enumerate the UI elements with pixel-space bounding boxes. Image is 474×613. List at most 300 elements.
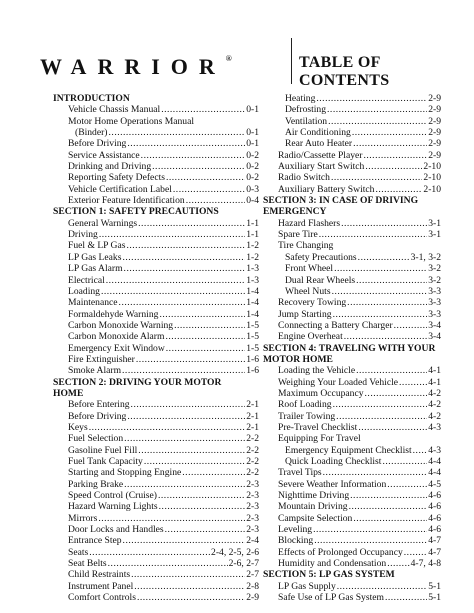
- dot-leader: [126, 240, 245, 251]
- toc-entry-title: Dual Rear Wheels: [285, 274, 356, 286]
- toc-entry-page: 3-1, 3-2: [410, 251, 441, 263]
- toc-entry-title: Child Restraints: [68, 569, 131, 581]
- toc-entry-title: Reporting Safety Defects: [68, 172, 165, 184]
- dot-leader: [349, 501, 428, 512]
- toc-entry-title: Instrument Panel: [68, 580, 134, 592]
- dot-leader: [138, 218, 245, 229]
- toc-entry-page: 4-6: [428, 512, 441, 524]
- dot-leader: [331, 172, 422, 183]
- toc-entry-title: Defrosting: [285, 104, 327, 116]
- dot-leader: [141, 150, 246, 161]
- toc-entry-title: LP Gas Supply: [278, 580, 336, 592]
- page-header: [0, 38, 474, 89]
- toc-entry-page: 1-3: [246, 274, 259, 286]
- toc-entry-title: Weighing Your Loaded Vehicle: [278, 376, 399, 388]
- toc-entry-page: 4-7: [428, 535, 441, 547]
- dot-leader: [127, 138, 245, 149]
- logo-text: WARRIOR: [40, 54, 226, 79]
- toc-entry-page: 4-3: [428, 444, 441, 456]
- toc-entry-title: Radio Switch: [278, 172, 330, 184]
- toc-entry-title: Front Wheel: [285, 263, 334, 275]
- section-heading: SECTION 1: SAFETY PRECAUTIONS: [53, 206, 219, 218]
- dot-leader: [159, 501, 246, 512]
- toc-entry-page: 1-5: [246, 331, 259, 343]
- dot-leader: [387, 479, 427, 490]
- toc-entry-page: 5-1: [428, 592, 441, 604]
- dot-leader: [394, 320, 428, 331]
- dot-leader: [158, 490, 245, 501]
- toc-entry: [263, 104, 441, 115]
- toc-entry-page: 1-1: [246, 217, 259, 229]
- toc-entry: [53, 172, 259, 183]
- toc-entry: [263, 229, 441, 240]
- toc-entry-page: 2-1: [246, 399, 259, 411]
- dot-leader: [319, 229, 427, 240]
- toc-entry: [263, 535, 441, 546]
- toc-entry-title: Safe Use of LP Gas System: [278, 592, 384, 604]
- dot-leader: [124, 263, 246, 274]
- dot-leader: [166, 172, 245, 183]
- dot-leader: [363, 150, 427, 161]
- toc-entry-page: 4-1: [428, 365, 441, 377]
- toc-entry: [263, 172, 441, 183]
- toc-entry: [53, 399, 259, 410]
- toc-entry-page: 1-4: [246, 308, 259, 320]
- toc-entry: [53, 252, 259, 263]
- toc-entry: [263, 467, 441, 478]
- toc-entry-title: Seat Belts: [68, 558, 107, 570]
- dot-leader: [353, 513, 427, 524]
- toc-entry-title: Rear Auto Heater: [285, 138, 353, 150]
- toc-entry-title: Seats: [68, 546, 89, 558]
- toc-entry-title: Quick Loading Checklist: [285, 456, 382, 467]
- toc-entry-title: Nighttime Driving: [278, 490, 350, 502]
- toc-entry-title: Mirrors: [68, 512, 98, 524]
- toc-entry: [53, 524, 259, 535]
- toc-entry: [263, 116, 441, 127]
- toc-entry: [263, 320, 441, 331]
- toc-entry-page: 1-3: [246, 263, 259, 275]
- toc-entry: [263, 524, 441, 535]
- toc-entry-title: Starting and Stopping Engine: [68, 467, 182, 479]
- dot-leader: [159, 309, 245, 320]
- dot-leader: [165, 331, 245, 342]
- toc-entry-page: 2-1: [246, 410, 259, 422]
- toc-entry: [263, 377, 441, 388]
- toc-entry-page: 1-6: [246, 365, 259, 377]
- toc-entry-page: 2-4: [246, 535, 259, 547]
- toc-entry-title: (Binder): [75, 127, 108, 139]
- dot-leader: [352, 127, 427, 138]
- toc-entry-page: 2-10: [423, 172, 441, 184]
- header-divider: [291, 38, 292, 84]
- toc-entry-page: 2-3: [246, 478, 259, 490]
- toc-entry-page: 4-4: [428, 467, 441, 479]
- dot-leader: [108, 558, 228, 569]
- toc-entry-page: 2-3: [246, 490, 259, 502]
- toc-entry: [263, 456, 441, 467]
- toc-entry: [263, 592, 441, 603]
- toc-entry-title: Smoke Alarm: [68, 365, 122, 377]
- toc-entry-page: 2-9: [428, 149, 441, 161]
- toc-entry: [263, 150, 441, 161]
- dot-leader: [131, 399, 246, 410]
- toc-entry: [263, 309, 441, 320]
- toc-entry-title: Before Driving: [68, 410, 127, 422]
- toc-entry: [263, 399, 441, 410]
- toc-entry-page: 1-4: [246, 297, 259, 309]
- toc-entry-title: Driving: [68, 229, 98, 241]
- toc-entry-page: 2-2: [246, 444, 259, 456]
- toc-entry-page: 1-4: [246, 285, 259, 297]
- toc-entry-title: Vehicle Chassis Manual: [68, 104, 161, 116]
- toc-entry: [53, 365, 259, 376]
- dot-leader: [131, 569, 245, 580]
- toc-entry-page: 2-3: [246, 512, 259, 524]
- toc-entry-title: Safety Precautions: [285, 251, 357, 263]
- toc-entry: [263, 581, 441, 592]
- toc-subheading: Equipping For Travel: [278, 433, 361, 445]
- toc-entry: [263, 275, 441, 286]
- toc-entry: [53, 558, 259, 569]
- warrior-logo: [40, 54, 232, 80]
- toc-entry: [263, 252, 441, 263]
- toc-entry-title: General Warnings: [68, 217, 138, 229]
- dot-leader: [182, 467, 245, 478]
- toc-entry: [263, 558, 441, 569]
- toc-entry-page: 0-3: [246, 183, 259, 195]
- toc-entry-page: 3-2: [428, 263, 441, 275]
- dot-leader: [137, 592, 245, 603]
- dot-leader: [152, 161, 245, 172]
- toc-entry-page: 4-2: [428, 387, 441, 399]
- toc-entry: [53, 331, 259, 342]
- dot-leader: [124, 479, 245, 490]
- toc-entry-title: Jump Starting: [278, 308, 332, 320]
- toc-entry-page: 1-5: [246, 342, 259, 354]
- dot-leader: [358, 422, 427, 433]
- toc-entry: [263, 479, 441, 490]
- toc-entry-page: 4-2: [428, 410, 441, 422]
- toc-entry-title: Auxiliary Battery Switch: [278, 183, 375, 195]
- toc-entry: [53, 547, 259, 558]
- toc-entry-title: Blocking: [278, 535, 314, 547]
- toc-entry-page: 2-1: [246, 421, 259, 433]
- toc-entry: [53, 411, 259, 422]
- toc-entry-title: Wheel Nuts: [285, 285, 331, 297]
- dot-leader: [98, 513, 245, 524]
- toc-entry-page: 2-8: [246, 580, 259, 592]
- toc-entry-page: 0-2: [246, 161, 259, 173]
- page-title: TABLE OF CONTENTS: [299, 54, 390, 89]
- toc-subheading: Tire Changing: [278, 240, 334, 252]
- toc-entry-title: Maximum Occupancy: [278, 387, 364, 399]
- toc-entry-title: Speed Control (Cruise): [68, 490, 157, 502]
- dot-leader: [336, 411, 427, 422]
- toc-entry: [263, 547, 441, 558]
- toc-entry-title: Severe Weather Information: [278, 478, 387, 490]
- toc-entry-title: Before Entering: [68, 399, 130, 411]
- toc-entry-title: Emergency Exit Window: [68, 342, 165, 354]
- toc-entry: [263, 331, 441, 342]
- toc-entry: [53, 433, 259, 444]
- dot-leader: [186, 195, 246, 206]
- toc-entry-page: 4-6: [428, 501, 441, 513]
- toc-entry-page: 2-9: [428, 127, 441, 139]
- toc-entry: [53, 581, 259, 592]
- toc-entry-title: Travel Tips: [278, 467, 322, 479]
- toc-entry: [53, 218, 259, 229]
- toc-entry-title: Emergency Equipment Checklist: [285, 444, 412, 456]
- toc-entry-page: 1-2: [246, 240, 259, 252]
- toc-entry: [263, 445, 441, 456]
- toc-entry-title: Pre-Travel Checklist: [278, 421, 358, 433]
- toc-entry-title: Roof Loading: [278, 399, 332, 411]
- toc-entry-page: 3-4: [428, 319, 441, 331]
- toc-entry-title: LP Gas Alarm: [68, 263, 123, 275]
- toc-entry-page: 4-2: [428, 399, 441, 411]
- toc-entry-page: 2-2: [246, 433, 259, 445]
- toc-entry-title: Fuel & LP Gas: [68, 240, 126, 252]
- toc-entry: [53, 195, 259, 206]
- dot-leader: [122, 365, 245, 376]
- toc-entry: [53, 422, 259, 433]
- toc-entry-title: Hazard Warning Lights: [68, 501, 158, 513]
- toc-entry-page: 2-2: [246, 456, 259, 467]
- dot-leader: [337, 581, 427, 592]
- dot-leader: [375, 184, 422, 195]
- toc-entry-title: Vehicle Certification Label: [68, 183, 172, 195]
- toc-entry-title: Drinking and Driving: [68, 161, 152, 173]
- toc-entry: [53, 309, 259, 320]
- toc-entry: [53, 490, 259, 501]
- toc-subheading: Motor Home Operations Manual: [68, 115, 195, 127]
- dot-leader: [316, 93, 427, 104]
- toc-entry-title: Fuel Tank Capacity: [68, 456, 143, 467]
- toc-entry-title: Connecting a Battery Charger: [278, 319, 393, 331]
- toc-right-column: [263, 93, 441, 603]
- toc-entry-page: 2-6, 2-7: [228, 558, 259, 570]
- toc-entry: [263, 184, 441, 195]
- toc-entry: [53, 456, 259, 467]
- toc-entry-title: Humidity and Condensation: [278, 558, 387, 570]
- toc-entry: [53, 127, 259, 138]
- toc-entry: [53, 161, 259, 172]
- toc-entry-page: 3-3: [428, 285, 441, 297]
- toc-entry-page: 2-4, 2-5, 2-6: [211, 546, 259, 558]
- toc-entry-title: Fire Extinguisher: [68, 353, 135, 365]
- toc-entry-title: Heating: [285, 93, 316, 104]
- dot-leader: [161, 104, 245, 115]
- toc-entry: [263, 411, 441, 422]
- toc-entry: [263, 513, 441, 524]
- toc-entry: [53, 445, 259, 456]
- toc-entry-page: 4-1: [428, 376, 441, 388]
- toc-entry-page: 4-7: [428, 546, 441, 558]
- toc-entry-page: 3-3: [428, 297, 441, 309]
- dot-leader: [123, 535, 246, 546]
- toc-entry: [53, 286, 259, 297]
- toc-entry: [53, 104, 259, 115]
- dot-leader: [358, 252, 410, 263]
- toc-entry-page: 4-5: [428, 478, 441, 490]
- dot-leader: [124, 433, 245, 444]
- toc-entry-page: 2-3: [246, 501, 259, 513]
- toc-entry-page: 0-2: [246, 172, 259, 184]
- toc-entry-title: Engine Overheat: [278, 331, 343, 343]
- toc-entry-title: Trailer Towing: [278, 410, 336, 422]
- toc-entry-title: Entrance Step: [68, 535, 122, 547]
- toc-entry-title: Door Locks and Handles: [68, 524, 164, 536]
- toc-entry-page: 4-3: [428, 421, 441, 433]
- dot-leader: [127, 411, 245, 422]
- toc-entry-title: Loading: [68, 285, 100, 297]
- toc-entry-title: Spare Tire: [278, 229, 318, 241]
- dot-leader: [333, 309, 428, 320]
- toc-entry: [263, 93, 441, 104]
- toc-entry-title: Keys: [68, 421, 88, 433]
- toc-entry: [263, 365, 441, 376]
- dot-leader: [353, 138, 427, 149]
- toc-entry-title: Electrical: [68, 274, 105, 286]
- toc-entry-title: Exterior Feature Identification: [68, 195, 185, 207]
- section-heading: INTRODUCTION: [53, 93, 130, 104]
- toc-entry-title: Before Driving: [68, 138, 127, 150]
- section-heading: SECTION 2: DRIVING YOUR MOTOR: [53, 376, 222, 388]
- toc-entry-title: Leveling: [278, 524, 313, 536]
- toc-entry: [53, 229, 259, 240]
- dot-leader: [99, 229, 245, 240]
- toc-left-column: [53, 93, 259, 603]
- dot-leader: [89, 422, 245, 433]
- toc-entry-page: 2-9: [428, 104, 441, 116]
- dot-leader: [399, 377, 427, 388]
- toc-entry: [263, 422, 441, 433]
- toc-entry-title: Maintenance: [68, 297, 118, 309]
- toc-entry-title: Gasoline Fuel Fill: [68, 444, 138, 456]
- toc-entry-page: 3-1: [428, 217, 441, 229]
- dot-leader: [134, 581, 245, 592]
- toc-entry: [263, 297, 441, 308]
- dot-leader: [101, 286, 245, 297]
- toc-entry-page: 2-9: [246, 592, 259, 604]
- toc-entry-page: 2-7: [246, 569, 259, 581]
- toc-entry: [263, 127, 441, 138]
- toc-entry-title: Effects of Prolonged Occupancy: [278, 546, 403, 558]
- toc-entry: [263, 490, 441, 501]
- dot-leader: [344, 331, 427, 342]
- toc-entry: [53, 592, 259, 603]
- toc-entry-page: 4-7, 4-8: [410, 558, 441, 570]
- section-heading: SECTION 4: TRAVELING WITH YOUR: [263, 342, 436, 354]
- dot-leader: [356, 365, 427, 376]
- dot-leader: [333, 399, 428, 410]
- toc-entry-title: Service Assistance: [68, 149, 140, 161]
- dot-leader: [328, 116, 427, 127]
- toc-entry-title: Carbon Monoxide Alarm: [68, 331, 165, 343]
- toc-entry: [263, 286, 441, 297]
- dot-leader: [136, 354, 245, 365]
- toc-entry: [53, 569, 259, 580]
- toc-entry-page: 4-6: [428, 524, 441, 536]
- toc-entry: [263, 218, 441, 229]
- toc-entry: [53, 343, 259, 354]
- toc-entry: [263, 161, 441, 172]
- toc-entry: [53, 354, 259, 365]
- dot-leader: [332, 286, 428, 297]
- toc-entry-page: 3-1: [428, 229, 441, 241]
- toc-entry-page: 0-1: [246, 138, 259, 150]
- toc-entry-page: 4-6: [428, 490, 441, 502]
- dot-leader: [106, 275, 245, 286]
- toc-entry-page: 5-1: [428, 580, 441, 592]
- dot-leader: [144, 456, 245, 467]
- section-heading: EMERGENCY: [263, 206, 327, 218]
- toc-entry: [53, 138, 259, 149]
- toc-entry-title: Loading the Vehicle: [278, 365, 356, 377]
- toc-entry-page: 1-6: [246, 353, 259, 365]
- toc-entry-page: 0-1: [246, 127, 259, 139]
- dot-leader: [174, 320, 245, 331]
- toc-entry: [53, 263, 259, 274]
- toc-entry-title: Radio/Cassette Player: [278, 149, 363, 161]
- toc-entry: [53, 479, 259, 490]
- toc-entry-title: Campsite Selection: [278, 512, 353, 524]
- toc-entry-title: Carbon Monoxide Warning: [68, 319, 174, 331]
- toc-entry: [53, 297, 259, 308]
- toc-entry-page: 3-3: [428, 308, 441, 320]
- dot-leader: [347, 297, 427, 308]
- registered-mark: ®: [225, 54, 232, 63]
- toc-entry-page: 2-10: [423, 183, 441, 195]
- toc-entry: [53, 513, 259, 524]
- toc-entry: [53, 320, 259, 331]
- dot-leader: [173, 184, 245, 195]
- section-heading: HOME: [53, 387, 84, 399]
- dot-leader: [109, 127, 246, 138]
- toc-entry-title: Ventilation: [285, 115, 328, 127]
- toc-entry-page: 0-4: [246, 195, 259, 207]
- toc-entry-title: Recovery Towing: [278, 297, 347, 309]
- dot-leader: [327, 104, 427, 115]
- toc-entry-title: Air Conditioning: [285, 127, 351, 139]
- dot-leader: [413, 445, 428, 456]
- toc-entry: [53, 501, 259, 512]
- dot-leader: [341, 218, 427, 229]
- toc-entry-page: 0-1: [246, 104, 259, 116]
- dot-leader: [323, 467, 428, 478]
- toc-entry: [53, 467, 259, 478]
- section-heading: MOTOR HOME: [263, 353, 333, 365]
- dot-leader: [387, 558, 409, 569]
- toc-entry-title: Mountain Driving: [278, 501, 348, 513]
- dot-leader: [404, 547, 427, 558]
- toc-entry: [263, 501, 441, 512]
- toc-entry-title: Comfort Controls: [68, 592, 136, 604]
- toc-entry-page: 2-3: [246, 524, 259, 536]
- toc-entry-page: 3-2: [428, 274, 441, 286]
- toc-entry-page: 2-9: [428, 138, 441, 150]
- toc-entry-page: 1-5: [246, 319, 259, 331]
- toc-entry-page: 2-10: [423, 161, 441, 173]
- section-heading: SECTION 5: LP GAS SYSTEM: [263, 569, 395, 581]
- toc-entry-page: 1-2: [246, 251, 259, 263]
- toc-entry: [263, 263, 441, 274]
- toc-entry-title: Parking Brake: [68, 478, 124, 490]
- toc-entry-title: Formaldehyde Warning: [68, 308, 159, 320]
- dot-leader: [166, 343, 245, 354]
- dot-leader: [365, 161, 422, 172]
